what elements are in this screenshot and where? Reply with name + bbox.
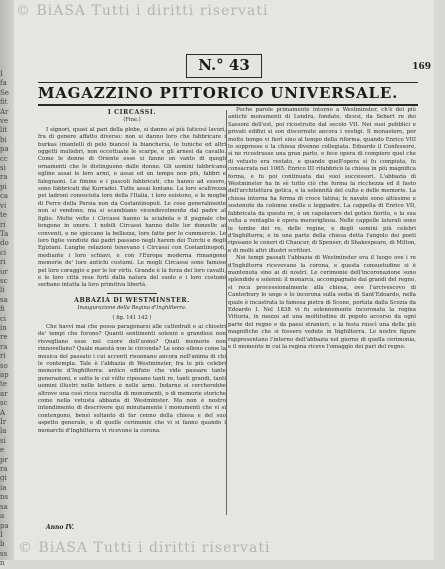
margin-fragment: ci (0, 314, 7, 323)
section-subtitle-westminster: Inaugurazione della Regina d'Inghilterra. (77, 305, 187, 312)
volume-footer: Anno IV. (46, 524, 74, 531)
masthead-rule-top (38, 82, 418, 83)
margin-fragment: si (0, 164, 6, 173)
margin-fragment: gi (0, 474, 7, 483)
margin-fragment: te (0, 380, 7, 389)
margin-fragment: a (0, 512, 5, 521)
margin-fragment: ra (0, 173, 8, 182)
section-title-westminster: ABBAZIA DI WESTMINSTER. (74, 296, 190, 304)
margin-fragment: Ta (0, 229, 9, 238)
margin-fragment: ca (0, 192, 9, 201)
margin-fragment: la (0, 427, 7, 436)
section-title-circassi: I CIRCASSI. (107, 109, 157, 116)
margin-fragment: I (0, 530, 3, 539)
margin-fragment: fa (0, 79, 7, 88)
article-text-westminster-history: Poche parole primamente intorno a Westminster, ch'è dei più antichi monumenti di Londra, fondato, dicesi, da Sebert re dei Sassoni dell'est, poi ricostruito dal secolo VII. Nei suoi pubblici e privati edifizi si son discernute ancora i vestigi. Il monastero, per molto tempo vi fiorì sino al tempo della riforma, quando Enrico VIII lo soppresse e la chiesa divenne collegiata. Edoardo il Confessore, sì ne ricostrusse una gran parte, e fece opera di compiere quel che di vetusto era restato, e quando quell'opera si fu compiuta, fu consacrata nel 1065. Enrico III rifabbricò la chiesa in più magnifica forma, e fu poi continuata dai suoi successori. L'abbazia di Westminster ha in sè tutto ciò che forma la ricchezza ed il fasto dell'architettura gotica, e la solennità del culto e delle memorie. La chiesa interna ha forma di croce latina; le navate sono altissime e sostenute da colonne snelle e leggiadre. La cappella di Enrico VII, fabbricata da questo re, è un capolavoro del gotico fiorito, e la sua volta a ventaglio è opera meravigliosa. Nelle cappelle laterali sono le tombe dei re, delle regine, e degli uomini più celebri d'Inghilterra; e in una parte della chiesa detta l'angolo dei poeti riposano le ceneri di Chaucer, di Spenser, di Shakespeare, di Milton, e di molti altri illustri scrittori. (228, 107, 416, 254)
margin-fragment: vi (0, 201, 7, 210)
previous-page-margin-text (0, 70, 14, 569)
right-column (228, 107, 416, 351)
margin-fragment: b (0, 540, 5, 549)
issue-number: N.° 43 (186, 54, 262, 78)
margin-fragment: sc (0, 276, 8, 285)
margin-fragment: Ir (0, 418, 7, 427)
margin-fragment: I (0, 70, 3, 78)
margin-fragment: ri (0, 220, 6, 229)
margin-fragment: pi (0, 182, 7, 191)
margin-fragment: fi (0, 305, 5, 314)
margin-fragment: pa (0, 521, 9, 530)
margin-fragment: te (0, 211, 7, 220)
margin-fragment: ns (0, 493, 9, 502)
margin-fragment: ar (0, 389, 8, 398)
margin-fragment: cc (0, 154, 8, 163)
margin-fragment: ci (0, 248, 7, 257)
watermark-top: © BiASA Tutti i diritti riservati (16, 3, 269, 19)
margin-fragment: pa (0, 145, 9, 154)
margin-fragment: in (0, 323, 7, 332)
section-divider (107, 293, 157, 294)
margin-fragment: Se (0, 88, 9, 97)
margin-fragment: sa (0, 502, 8, 511)
margin-fragment: n (0, 559, 5, 568)
margin-fragment: re (0, 333, 8, 342)
margin-fragment: ia (0, 483, 7, 492)
margin-fragment: sc (0, 399, 8, 408)
left-column (38, 107, 226, 435)
margin-fragment: so (0, 361, 8, 370)
margin-fragment: e (0, 446, 5, 455)
masthead-rule-bottom (38, 104, 418, 106)
margin-fragment: fit (0, 98, 8, 107)
article-text-westminster: Che havvi mai che possa paragonarsi alle cattedrali e ai chiostri de' tempi che furono? Quanti sentimenti solenni e grandiosi non risvegliano esse nel cuore dell'uomo? Quali memorie non rinnovellano? Quale maestà non le circonda? Le sono elleno come la musica del passato i cui accenti risuonano ancora nell'anima di chi le contempla. Tale è l'abbazia di Westminster, fra le più celebri memorie d'Inghilterra: antico edifizio che vide passare tante generazioni, e sotto le cui vôlte riposano tanti re, tanti grandi, tanti uomini illustri nelle lettere e nelle armi. Indarno si cercherebbe altrove una così ricca raccolta di monumenti, o di memorie storiche come nella vetusta abbazia di Westminster. Ma non è nostro intendimento di descrivere qui minutamente i monumenti che vi si contengono, bensì soltanto di far cenno della chiesa e del suo aspetto generale, e di quelle cerimonie che vi si fanno quando i monarchi d'Inghilterra vi ricevono la corona. (38, 323, 226, 434)
margin-fragment: ur (0, 267, 8, 276)
margin-fragment: li (0, 286, 5, 295)
margin-fragment: ra (0, 342, 8, 351)
margin-fragment: ss (0, 549, 8, 558)
figure-reference: ( fig. 141 142 ) (112, 314, 152, 321)
margin-fragment: pr (0, 455, 8, 464)
article-text-westminster-coronation: Nei tempi passati l'abbazia di Westminster era il luogo ove i re d'Inghilterra ricevevano la corona, e questa consuetudine si è mantenuta sino ai dì nostri. Le cerimonie dell'incoronazione sono splendide e solenni: il monarca, accompagnato dai grandi del regno, si reca processionalmente alla chiesa, ove l'arcivescovo di Canterbury lo unge e lo incorona sulla sedia di Sant'Edoardo, nella quale è incastrata la famosa pietra di Scone, portata dalla Scozia da Edoardo I. Nel 1838 vi fu solennemente incoronata la regina Vittoria, in mezzo ad una moltitudine di popolo accorso da ogni parte del regno e da paesi stranieri, e la festa riuscì una delle più magnifiche che si fossero vedute in Inghilterra. Le nostre figure rappresentano l'interno dell'abbazia nel giorno di quella cerimonia, e il momento in cui la regina riceve l'omaggio dei pari del regno. (228, 255, 416, 350)
margin-fragment: bi (0, 135, 7, 144)
page-number: 169 (412, 62, 431, 72)
section-subtitle-circassi: (Fine.) (123, 117, 141, 124)
margin-fragment: ap (0, 371, 9, 379)
margin-fragment: lit (0, 126, 8, 135)
margin-fragment: si (0, 436, 6, 445)
column-divider (226, 110, 227, 515)
margin-fragment: ri (0, 258, 6, 267)
article-text-circassi: I signori, quasi al pari della plebe, si danno ai più faticosi lavori, fra di genere affatto diverso: non si danno loro che fabbricare i burkas (mantelli di pelo bianco) la biancheria, le tuniche ed altri oggetti muliebri, non eccettuate le scarpe, e gli arnesi da cavallo. Come le donne di Oriente esse si fanno un vanto di quegli ornamenti che le distinguono dalle donne. Gli uomini fabbricano egline assai le loro armi, e assai ed un tempo non più, fabbri e falegnami. Le fimine e i pascoli fabbricati, che hanno ad essere, sono fabbricati dai Kurradei. Tutte assai lontane. La loro scaltrezza pei ladroni conosciuta loro della l'Italia, i loro esistono, e le moglie di Ferro della Persia non da Costantinopoli. Le cose generalmente non si vendono, ma si scambiano vicendevolmente dal padre al figlio. Molte volte i Circassi hanno la sciabola o il pugnale che tengono in onore. I nobili Circassi hanno delle lor donzelle ai conventi, e ne spiccano la bellezza, loro fatte per lo commercio. Le loro figlie vendute dai padri passano negli harem dei Turchi e degli Egiziani. Lunghe relazioni tenevano i Circassi con Costantinopoli, mediante i loro schiavi, e con l'Europa moderna rimangono memorie de' loro antichi costumi. Le mogli Circasse sono famose pel loro coraggio e per le lor virtù. Grande è la forza dei loro cavalli, e le loro città rese forti dalla natura del suolo e i loro costumi serbano intatta la loro primitiva libertà. (38, 126, 226, 289)
margin-fragment: ve (0, 117, 9, 126)
margin-fragment: ra (0, 465, 8, 474)
masthead-title: MAGAZZINO PITTORICO UNIVERSALE. (37, 84, 399, 102)
margin-fragment: sa (0, 295, 8, 304)
margin-fragment: ri (0, 352, 6, 361)
margin-fragment: A (0, 408, 6, 417)
margin-fragment: Ar (0, 107, 9, 116)
margin-fragment: do (0, 239, 9, 248)
watermark-bottom: © BiASA Tutti i diritti riservati (18, 540, 271, 556)
